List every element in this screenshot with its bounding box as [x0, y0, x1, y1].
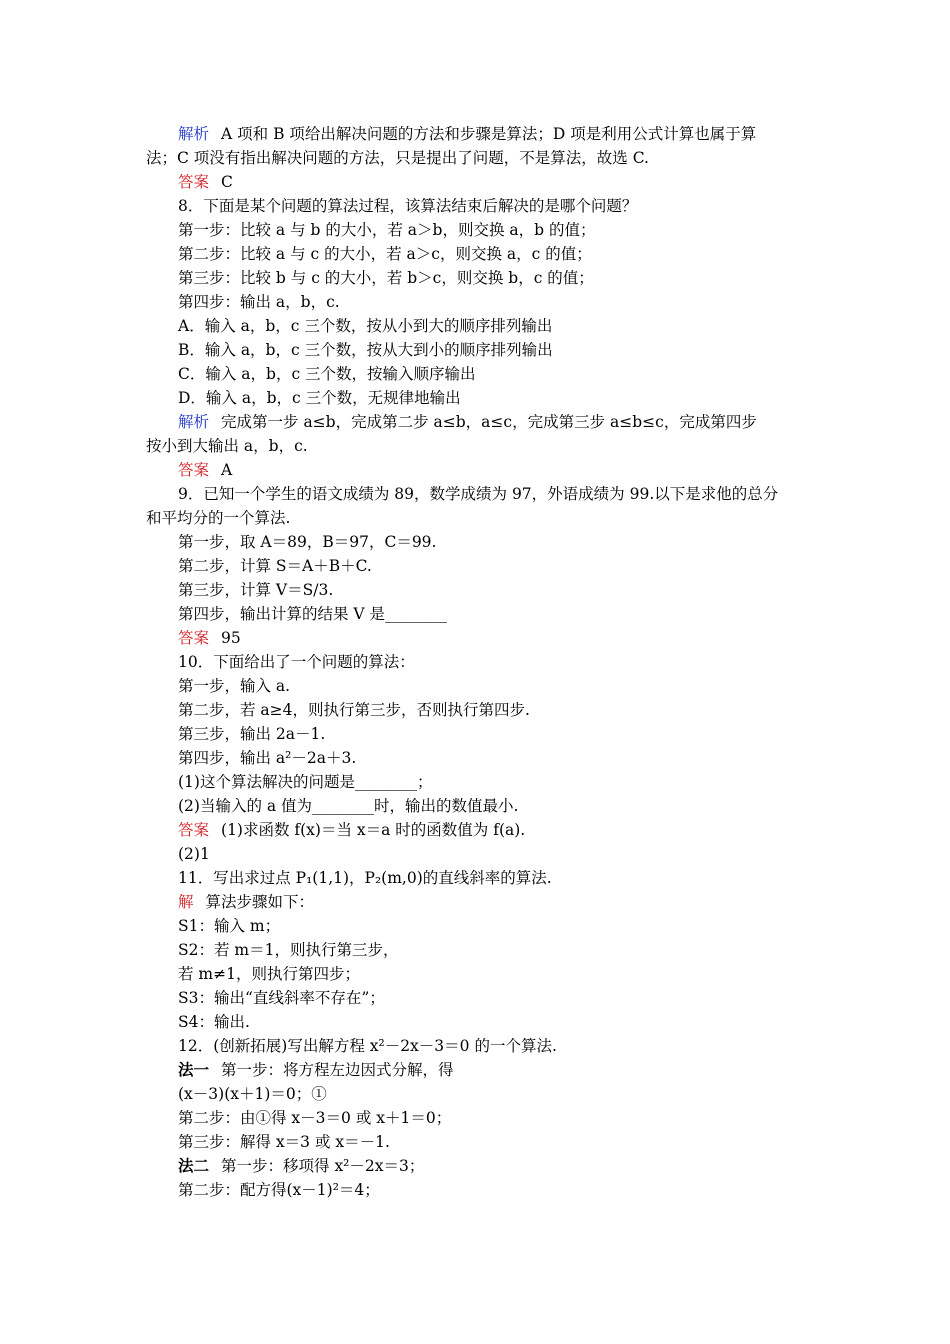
analysis-7-line-1: [178, 122, 756, 146]
question-9-line-2: 和平均分的一个算法.: [146, 509, 291, 527]
analysis-label: 解析: [178, 413, 210, 431]
answer-label: 答案: [178, 629, 210, 647]
q11-s2: S2：若 m＝1，则执行第三步，: [178, 941, 399, 959]
method-1-step-1: [178, 1058, 454, 1082]
method-label: 法一: [178, 1060, 210, 1079]
method-1-step-3: 第三步：解得 x＝3 或 x＝－1.: [178, 1133, 390, 1151]
answer-10-part-2: (2)1: [178, 845, 210, 863]
q9-step-1: 第一步，取 A＝89，B＝97，C＝99.: [178, 533, 437, 551]
q9-step-4: 第四步，输出计算的结果 V 是________: [178, 605, 448, 623]
q10-step-4: 第四步，输出 a²－2a＋3.: [178, 749, 357, 767]
question-10: 10．下面给出了一个问题的算法：: [178, 653, 415, 671]
method-2-step-2: 第二步：配方得(x－1)²＝4；: [178, 1181, 380, 1199]
q10-step-3: 第三步，输出 2a－1.: [178, 725, 326, 743]
answer-text: C: [221, 173, 233, 191]
q10-step-2: 第二步，若 a≥4，则执行第三步，否则执行第四步.: [178, 701, 530, 719]
method-1-step-2: 第二步：由①得 x－3＝0 或 x＋1＝0；: [178, 1109, 452, 1127]
answer-9: [178, 626, 241, 650]
question-9-line-1: 9．已知一个学生的语文成绩为 89，数学成绩为 97，外语成绩为 99.以下是求他的总分: [178, 485, 779, 503]
answer-8: [178, 458, 232, 482]
q8-option-a: A．输入 a，b，c 三个数，按从小到大的顺序排列输出: [178, 317, 553, 335]
answer-label: 答案: [178, 173, 210, 191]
method-text: 第一步：将方程左边因式分解，得: [221, 1061, 454, 1079]
solution-text: 算法步骤如下：: [205, 893, 315, 911]
q11-s1: S1：输入 m；: [178, 917, 281, 935]
solution-label: 解: [178, 893, 194, 911]
analysis-7-line-2: 法；C 项没有指出解决问题的方法，只是提出了问题，不是算法，故选 C.: [146, 149, 649, 167]
q11-s4: S4：输出.: [178, 1013, 250, 1031]
analysis-8-line-1: [178, 410, 757, 434]
q10-part-1: (1)这个算法解决的问题是________；: [178, 773, 433, 791]
solution-11: [178, 890, 314, 914]
analysis-text: A 项和 B 项给出解决问题的方法和步骤是算法；D 项是利用公式计算也属于算: [221, 125, 757, 143]
question-8: 8．下面是某个问题的算法过程，该算法结束后解决的是哪个问题？: [178, 197, 638, 215]
q8-option-d: D．输入 a，b，c 三个数，无规律地输出: [178, 389, 461, 407]
answer-label: 答案: [178, 821, 210, 839]
q8-step-4: 第四步：输出 a，b，c.: [178, 293, 340, 311]
q8-step-3: 第三步：比较 b 与 c 的大小，若 b＞c，则交换 b，c 的值；: [178, 269, 594, 287]
method-2-step-1: [178, 1154, 424, 1178]
q8-option-b: B．输入 a，b，c 三个数，按从大到小的顺序排列输出: [178, 341, 553, 359]
answer-label: 答案: [178, 461, 210, 479]
question-11: 11．写出求过点 P₁(1,1)，P₂(m,0)的直线斜率的算法.: [178, 869, 552, 887]
q11-s3: S3：输出“直线斜率不存在”；: [178, 989, 385, 1007]
answer-7: [178, 170, 233, 194]
q8-step-2: 第二步：比较 a 与 c 的大小，若 a＞c，则交换 a，c 的值；: [178, 245, 592, 263]
question-12: 12．(创新拓展)写出解方程 x²－2x－3＝0 的一个算法.: [178, 1037, 557, 1055]
answer-text: A: [221, 461, 233, 479]
answer-10: [178, 818, 525, 842]
q8-step-1: 第一步：比较 a 与 b 的大小，若 a＞b，则交换 a，b 的值；: [178, 221, 596, 239]
q11-s2-cont: 若 m≠1，则执行第四步；: [178, 965, 360, 983]
answer-text: 95: [221, 629, 241, 647]
answer-text: (1)求函数 f(x)＝当 x＝a 时的函数值为 f(a).: [221, 821, 526, 839]
q8-option-c: C．输入 a，b，c 三个数，按输入顺序输出: [178, 365, 476, 383]
analysis-label: 解析: [178, 125, 210, 143]
q10-step-1: 第一步，输入 a.: [178, 677, 291, 695]
method-1-equation: (x－3)(x＋1)＝0；①: [178, 1085, 327, 1103]
method-label: 法二: [178, 1156, 210, 1175]
analysis-8-line-2: 按小到大输出 a，b，c.: [146, 437, 308, 455]
q9-step-3: 第三步，计算 V＝S/3.: [178, 581, 334, 599]
q10-part-2: (2)当输入的 a 值为________时，输出的数值最小.: [178, 797, 519, 815]
q9-step-2: 第二步，计算 S＝A＋B＋C.: [178, 557, 372, 575]
analysis-text: 完成第一步 a≤b，完成第二步 a≤b，a≤c，完成第三步 a≤b≤c，完成第四步: [221, 413, 757, 431]
method-text: 第一步：移项得 x²－2x＝3；: [221, 1157, 425, 1175]
